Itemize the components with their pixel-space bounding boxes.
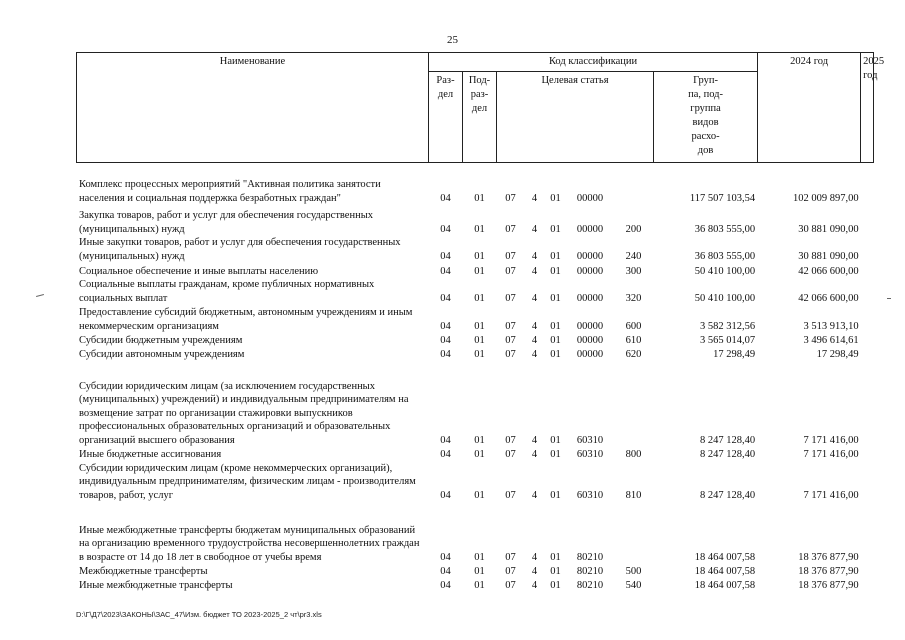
table-row xyxy=(77,305,874,333)
row-target-direction: 00000 xyxy=(576,192,604,204)
column-header-group: Груп- па, под- группа видов расхо- дов xyxy=(654,72,758,163)
row-target-program: 07 xyxy=(505,434,516,446)
row-section: 04 xyxy=(440,348,451,360)
row-amount-2025: 18 376 877,90 xyxy=(798,579,859,591)
row-expense-type: 800 xyxy=(625,448,642,460)
row-expense-type: 540 xyxy=(625,579,642,591)
row-amount-2025: 30 881 090,00 xyxy=(798,250,859,262)
row-amount-2024: 8 247 128,40 xyxy=(699,434,756,446)
row-target-type: 4 xyxy=(531,551,538,563)
row-target-type: 4 xyxy=(531,265,538,277)
row-subsection: 01 xyxy=(474,223,485,235)
row-amount-2025: 3 513 913,10 xyxy=(803,320,859,332)
row-target-complex: 01 xyxy=(550,334,561,346)
row-amount-2024: 8 247 128,40 xyxy=(699,448,756,460)
row-target-type: 4 xyxy=(531,223,538,235)
row-amount-2024: 3 565 014,07 xyxy=(699,334,756,346)
table-row xyxy=(77,333,874,347)
row-name: Комплекс процессных мероприятий "Активная политика занятости населения и социальная поддержка безработных граждан" xyxy=(79,179,381,204)
table-row xyxy=(77,163,874,206)
row-expense-type: 620 xyxy=(625,348,642,360)
row-expense-type: 500 xyxy=(625,565,642,577)
row-section: 04 xyxy=(440,579,451,591)
row-target-program: 07 xyxy=(505,223,516,235)
row-expense-type xyxy=(614,502,654,564)
row-section: 04 xyxy=(440,265,451,277)
row-amount-2024: 18 464 007,58 xyxy=(694,565,756,577)
row-target-type: 4 xyxy=(531,448,538,460)
row-amount-2024: 117 507 103,54 xyxy=(689,192,756,204)
row-expense-type: 810 xyxy=(625,489,642,501)
row-amount-2025: 7 171 416,00 xyxy=(803,489,859,501)
row-name: Субсидии юридическим лицам (за исключением государственных (муниципальных) учреждений) и индивидуальным предпринимателям на возмещение затрат по организации стажировки выпускников профессиональных образовательных организаций и образовательных организаций высшего образования xyxy=(79,380,409,446)
row-section: 04 xyxy=(440,448,451,460)
row-name: Социальные выплаты гражданам, кроме публичных нормативных социальных выплат xyxy=(79,279,375,304)
row-target-complex: 01 xyxy=(550,320,561,332)
row-target-complex: 01 xyxy=(550,192,561,204)
row-name: Иные закупки товаров, работ и услуг для обеспечения государственных (муниципальных) нужд xyxy=(79,237,401,262)
row-target-type: 4 xyxy=(531,434,538,446)
row-target-type: 4 xyxy=(531,489,538,501)
column-header-classification: Код классификации xyxy=(429,53,758,72)
row-target-direction: 60310 xyxy=(576,489,604,501)
table-row xyxy=(77,278,874,305)
row-subsection: 01 xyxy=(474,265,485,277)
row-subsection: 01 xyxy=(474,292,485,304)
row-subsection: 01 xyxy=(474,434,485,446)
row-target-type: 4 xyxy=(531,250,538,262)
row-amount-2024: 18 464 007,58 xyxy=(694,551,756,563)
row-target-type: 4 xyxy=(531,320,538,332)
row-subsection: 01 xyxy=(474,192,485,204)
table-row xyxy=(77,361,874,447)
row-amount-2025: 17 298,49 xyxy=(816,348,859,360)
row-section: 04 xyxy=(440,551,451,563)
row-section: 04 xyxy=(440,434,451,446)
row-expense-type: 320 xyxy=(625,292,642,304)
row-subsection: 01 xyxy=(474,579,485,591)
row-name: Социальное обеспечение и иные выплаты населению xyxy=(79,265,319,277)
table-row xyxy=(77,447,874,461)
row-target-direction: 60310 xyxy=(576,434,604,446)
row-target-complex: 01 xyxy=(550,551,561,563)
row-name: Иные межбюджетные трансферты бюджетам муниципальных образований на организацию временного трудоустройства несовершеннолетних граждан в возрасте от 14 до 18 лет в свободное от учебы время xyxy=(79,524,420,563)
row-target-program: 07 xyxy=(505,192,516,204)
row-section: 04 xyxy=(440,223,451,235)
scan-mark xyxy=(887,298,891,299)
row-section: 04 xyxy=(440,334,451,346)
row-target-program: 07 xyxy=(505,265,516,277)
row-target-program: 07 xyxy=(505,348,516,360)
row-amount-2024: 17 298,49 xyxy=(713,348,756,360)
row-target-program: 07 xyxy=(505,551,516,563)
row-target-type: 4 xyxy=(531,192,538,204)
row-target-complex: 01 xyxy=(550,292,561,304)
row-target-type: 4 xyxy=(531,334,538,346)
row-target-complex: 01 xyxy=(550,348,561,360)
row-target-program: 07 xyxy=(505,250,516,262)
row-amount-2025: 42 066 600,00 xyxy=(798,265,859,277)
row-amount-2025: 102 009 897,00 xyxy=(792,192,859,204)
row-amount-2024: 36 803 555,00 xyxy=(694,223,756,235)
row-target-type: 4 xyxy=(531,579,538,591)
row-name: Закупка товаров, работ и услуг для обеспечения государственных (муниципальных) нужд xyxy=(79,210,374,235)
row-name: Предоставление субсидий бюджетным, автономным учреждениям и иным некоммерческим организациям xyxy=(79,307,413,332)
row-amount-2025: 30 881 090,00 xyxy=(798,223,859,235)
row-name: Межбюджетные трансферты xyxy=(79,565,208,577)
row-target-program: 07 xyxy=(505,489,516,501)
row-name: Субсидии автономным учреждениям xyxy=(79,348,245,360)
row-target-complex: 01 xyxy=(550,579,561,591)
row-target-program: 07 xyxy=(505,320,516,332)
table-row xyxy=(77,347,874,361)
row-name: Иные межбюджетные трансферты xyxy=(79,579,233,591)
row-target-program: 07 xyxy=(505,579,516,591)
table-row xyxy=(77,263,874,278)
table-row xyxy=(77,564,874,578)
row-subsection: 01 xyxy=(474,448,485,460)
row-target-program: 07 xyxy=(505,292,516,304)
row-subsection: 01 xyxy=(474,320,485,332)
file-path-footer: D:\Г\Д7\2023\ЗАКОНЫ\ЗАС_47\Изм. бюджет ТО 2023-2025_2 чт\pr3.xls xyxy=(76,610,322,619)
row-amount-2025: 7 171 416,00 xyxy=(803,448,859,460)
row-target-complex: 01 xyxy=(550,223,561,235)
row-target-program: 07 xyxy=(505,448,516,460)
row-expense-type: 610 xyxy=(625,334,642,346)
column-header-2025: 2025 год xyxy=(861,53,874,163)
table-header-row xyxy=(77,53,874,72)
row-target-direction: 00000 xyxy=(576,223,604,235)
row-amount-2024: 50 410 100,00 xyxy=(694,265,756,277)
row-name: Иные бюджетные ассигнования xyxy=(79,448,222,460)
row-subsection: 01 xyxy=(474,348,485,360)
column-header-name: Наименование xyxy=(77,53,429,163)
row-target-direction: 00000 xyxy=(576,292,604,304)
row-amount-2024: 8 247 128,40 xyxy=(699,489,756,501)
row-target-type: 4 xyxy=(531,292,538,304)
row-target-complex: 01 xyxy=(550,265,561,277)
row-subsection: 01 xyxy=(474,250,485,262)
row-section: 04 xyxy=(440,489,451,501)
row-target-complex: 01 xyxy=(550,565,561,577)
table-row xyxy=(77,461,874,502)
row-target-direction: 80210 xyxy=(576,551,604,563)
row-target-program: 07 xyxy=(505,334,516,346)
row-amount-2025: 18 376 877,90 xyxy=(798,551,859,563)
row-target-direction: 80210 xyxy=(576,565,604,577)
column-header-section: Раз- дел xyxy=(429,72,463,163)
table-row xyxy=(77,502,874,564)
row-name: Субсидии юридическим лицам (кроме некоммерческих организаций), индивидуальным предпринимателям, физическим лицам - производителям товаров, работ, услуг xyxy=(79,462,416,501)
row-target-complex: 01 xyxy=(550,489,561,501)
budget-table xyxy=(76,52,885,592)
row-amount-2024: 3 582 312,56 xyxy=(699,320,756,332)
row-target-complex: 01 xyxy=(550,448,561,460)
row-subsection: 01 xyxy=(474,551,485,563)
row-expense-type: 600 xyxy=(625,320,642,332)
row-amount-2025: 42 066 600,00 xyxy=(798,292,859,304)
row-expense-type: 300 xyxy=(625,265,642,277)
row-target-direction: 80210 xyxy=(576,579,604,591)
row-expense-type xyxy=(614,163,654,206)
row-target-type: 4 xyxy=(531,348,538,360)
row-amount-2024: 18 464 007,58 xyxy=(694,579,756,591)
row-amount-2025: 18 376 877,90 xyxy=(798,565,859,577)
row-target-direction: 00000 xyxy=(576,250,604,262)
row-subsection: 01 xyxy=(474,334,485,346)
row-target-direction: 00000 xyxy=(576,320,604,332)
scan-mark xyxy=(36,294,44,297)
column-header-target: Целевая статья xyxy=(497,72,654,163)
row-section: 04 xyxy=(440,292,451,304)
row-subsection: 01 xyxy=(474,489,485,501)
row-section: 04 xyxy=(440,320,451,332)
row-expense-type: 200 xyxy=(625,223,642,235)
row-target-direction: 00000 xyxy=(576,334,604,346)
row-target-type: 4 xyxy=(531,565,538,577)
row-amount-2024: 50 410 100,00 xyxy=(694,292,756,304)
row-expense-type: 240 xyxy=(625,250,642,262)
row-section: 04 xyxy=(440,192,451,204)
row-name: Субсидии бюджетным учреждениям xyxy=(79,334,243,346)
row-target-direction: 00000 xyxy=(576,265,604,277)
row-section: 04 xyxy=(440,250,451,262)
table-row xyxy=(77,205,874,236)
row-subsection: 01 xyxy=(474,565,485,577)
table-body xyxy=(77,163,874,593)
column-header-2024: 2024 год xyxy=(758,53,861,163)
table-row xyxy=(77,236,874,263)
page-number: 25 xyxy=(447,34,458,46)
row-amount-2025: 3 496 614,61 xyxy=(803,334,859,346)
table-row xyxy=(77,578,874,592)
row-target-direction: 60310 xyxy=(576,448,604,460)
row-expense-type xyxy=(614,361,654,447)
row-target-complex: 01 xyxy=(550,434,561,446)
row-target-complex: 01 xyxy=(550,250,561,262)
row-target-direction: 00000 xyxy=(576,348,604,360)
row-target-program: 07 xyxy=(505,565,516,577)
column-header-subsection: Под- раз- дел xyxy=(463,72,497,163)
row-amount-2024: 36 803 555,00 xyxy=(694,250,756,262)
row-section: 04 xyxy=(440,565,451,577)
row-amount-2025: 7 171 416,00 xyxy=(803,434,859,446)
